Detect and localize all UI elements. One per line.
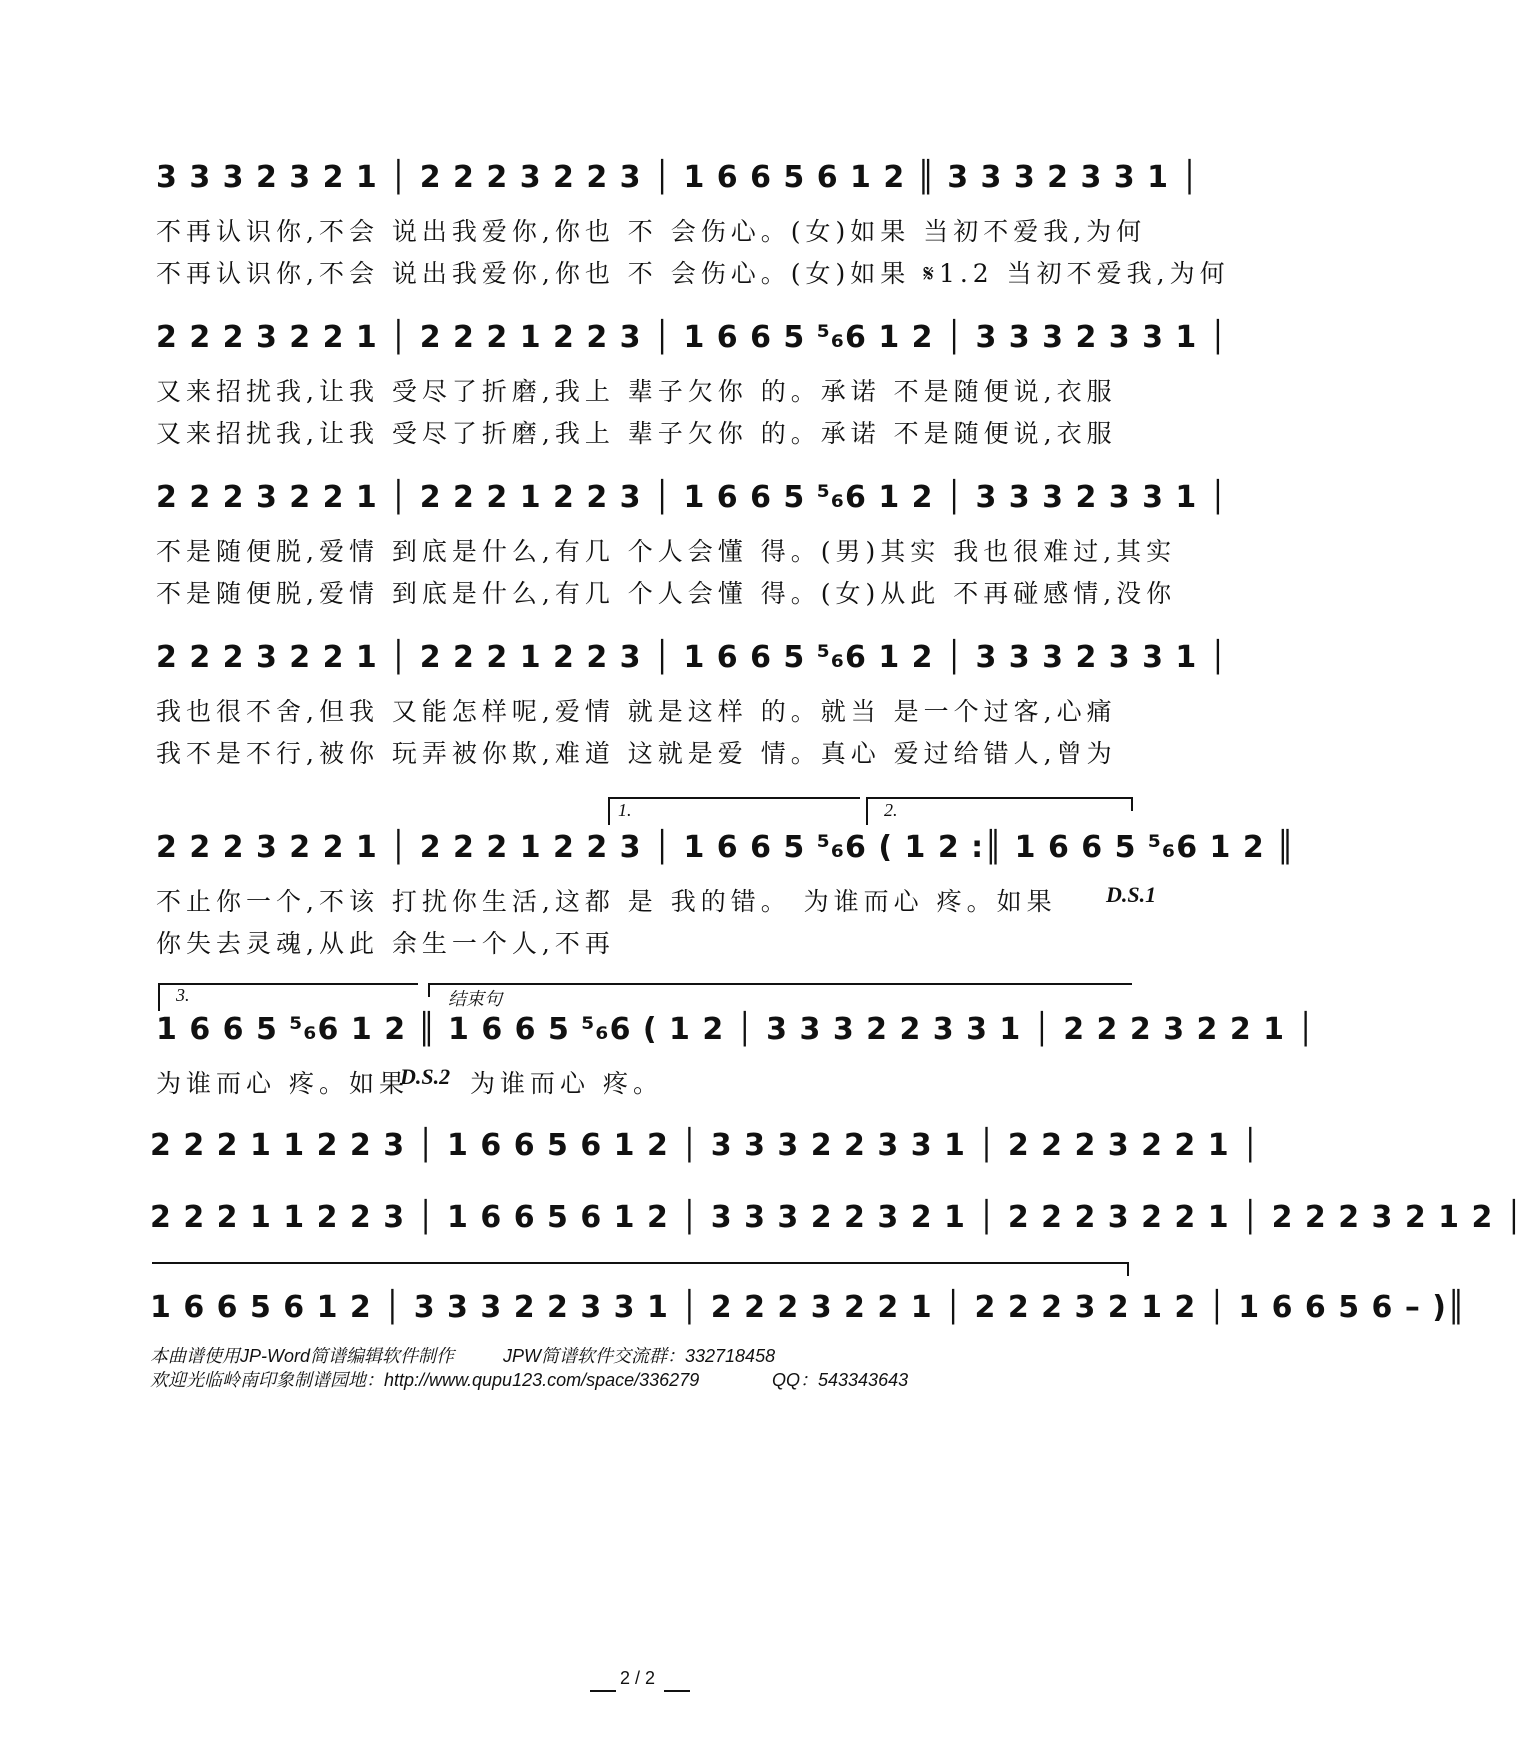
notation-line-7: 2 2 2 1 1 2 2 3 │ 1 6 6 5 6 1 2 │ 3 3 3 2 2 3 3 1 │ 2 2 2 3 2 2 1 │ [150, 1128, 1261, 1163]
lyric-line-5a: 不止你一个,不该 打扰你生活,这都 是 我的错。 为谁而心 疼。如果 [156, 887, 1057, 916]
notation-line-3: 2 2 2 3 2 2 1 │ 2 2 2 1 2 2 3 │ 1 6 6 5 ⁵₆6 1 2 │ 3 3 3 2 3 3 1 │ [156, 480, 1228, 515]
volta-1-bracket [608, 797, 860, 799]
volta-3-bracket [158, 983, 418, 985]
lyric-line-4b: 我不是不行,被你 玩弄被你欺,难道 这就是爱 情。真心 爱过给错人,曾为 [156, 739, 1117, 768]
lyric-line-6a-tail: 为谁而心 疼。 [470, 1069, 663, 1098]
volta-1-label: 1. [618, 800, 632, 820]
notation-line-6: 1 6 6 5 ⁵₆6 1 2 ║ 1 6 6 5 ⁵₆6 ( 1 2 │ 3 3 3 2 2 3 3 1 │ 2 2 2 3 2 2 1 │ [156, 1012, 1316, 1047]
notation-line-9: 1 6 6 5 6 1 2 │ 3 3 3 2 2 3 3 1 │ 2 2 2 3 2 2 1 │ 2 2 2 3 2 1 2 │ 1 6 6 5 6 – )║ [150, 1290, 1467, 1325]
footer-software: 本曲谱使用JP-Word简谱编辑软件制作 [150, 1346, 455, 1366]
notation-line-8: 2 2 2 1 1 2 2 3 │ 1 6 6 5 6 1 2 │ 3 3 3 2 2 3 2 1 │ 2 2 2 3 2 2 1 │ 2 2 2 3 2 1 2 │ [150, 1200, 1524, 1235]
page-number: 2 / 2 [620, 1668, 656, 1688]
volta-3-label: 3. [176, 985, 190, 1005]
volta-3-edge [158, 983, 160, 1011]
volta-2-bracket [866, 797, 1132, 799]
footer-website: 欢迎光临岭南印象制谱园地：http://www.qupu123.com/space/336279 [150, 1370, 700, 1390]
ending-edge [428, 983, 430, 997]
volta-2-edge [866, 797, 868, 825]
lyric-line-1b: 不再认识你,不会 说出我爱你,你也 不 会伤心。(女)如果 𝄋1.2 当初不爱我,为何 [156, 259, 1230, 288]
lyric-line-6a: 为谁而心 疼。如果 [156, 1069, 409, 1098]
ending-bracket [428, 983, 1132, 985]
notation-line-4: 2 2 2 3 2 2 1 │ 2 2 2 1 2 2 3 │ 1 6 6 5 ⁵₆6 1 2 │ 3 3 3 2 3 3 1 │ [156, 640, 1228, 675]
ending-label: 结束句 [448, 989, 502, 1009]
lyric-line-2a: 又来招扰我,让我 受尽了折磨,我上 辈子欠你 的。承诺 不是随便说,衣服 [156, 377, 1117, 406]
notation-line-5: 2 2 2 3 2 2 1 │ 2 2 2 1 2 2 3 │ 1 6 6 5 ⁵₆6 ( 1 2 :║ 1 6 6 5 ⁵₆6 1 2 ║ [156, 830, 1296, 865]
page-number-rule-left [590, 1690, 616, 1692]
volta-1-edge [608, 797, 610, 825]
lyric-line-3a: 不是随便脱,爱情 到底是什么,有几 个人会懂 得。(男)其实 我也很难过,其实 [156, 537, 1177, 566]
ds2-marker: D.S.2 [400, 1064, 451, 1089]
final-bracket [152, 1262, 1128, 1264]
lyric-line-4a: 我也很不舍,但我 又能怎样呢,爱情 就是这样 的。就当 是一个过客,心痛 [156, 697, 1117, 726]
footer-group: JPW简谱软件交流群：332718458 [503, 1346, 776, 1366]
lyric-line-5b: 你失去灵魂,从此 余生一个人,不再 [156, 929, 615, 958]
notation-line-1: 3 3 3 2 3 2 1 │ 2 2 2 3 2 2 3 │ 1 6 6 5 6 1 2 ║ 3 3 3 2 3 3 1 │ [156, 160, 1200, 195]
final-bracket-end [1127, 1262, 1129, 1276]
notation-line-2: 2 2 2 3 2 2 1 │ 2 2 2 1 2 2 3 │ 1 6 6 5 ⁵₆6 1 2 │ 3 3 3 2 3 3 1 │ [156, 320, 1228, 355]
lyric-line-1a: 不再认识你,不会 说出我爱你,你也 不 会伤心。(女)如果 当初不爱我,为何 [156, 217, 1147, 246]
footer-qq: QQ：543343643 [772, 1370, 909, 1390]
volta-2-label: 2. [884, 800, 898, 820]
lyric-line-2b: 又来招扰我,让我 受尽了折磨,我上 辈子欠你 的。承诺 不是随便说,衣服 [156, 419, 1117, 448]
ds1-marker: D.S.1 [1106, 882, 1157, 907]
lyric-line-3b: 不是随便脱,爱情 到底是什么,有几 个人会懂 得。(女)从此 不再碰感情,没你 [156, 579, 1177, 608]
page-number-rule-right [664, 1690, 690, 1692]
volta-2-end [1131, 797, 1133, 811]
